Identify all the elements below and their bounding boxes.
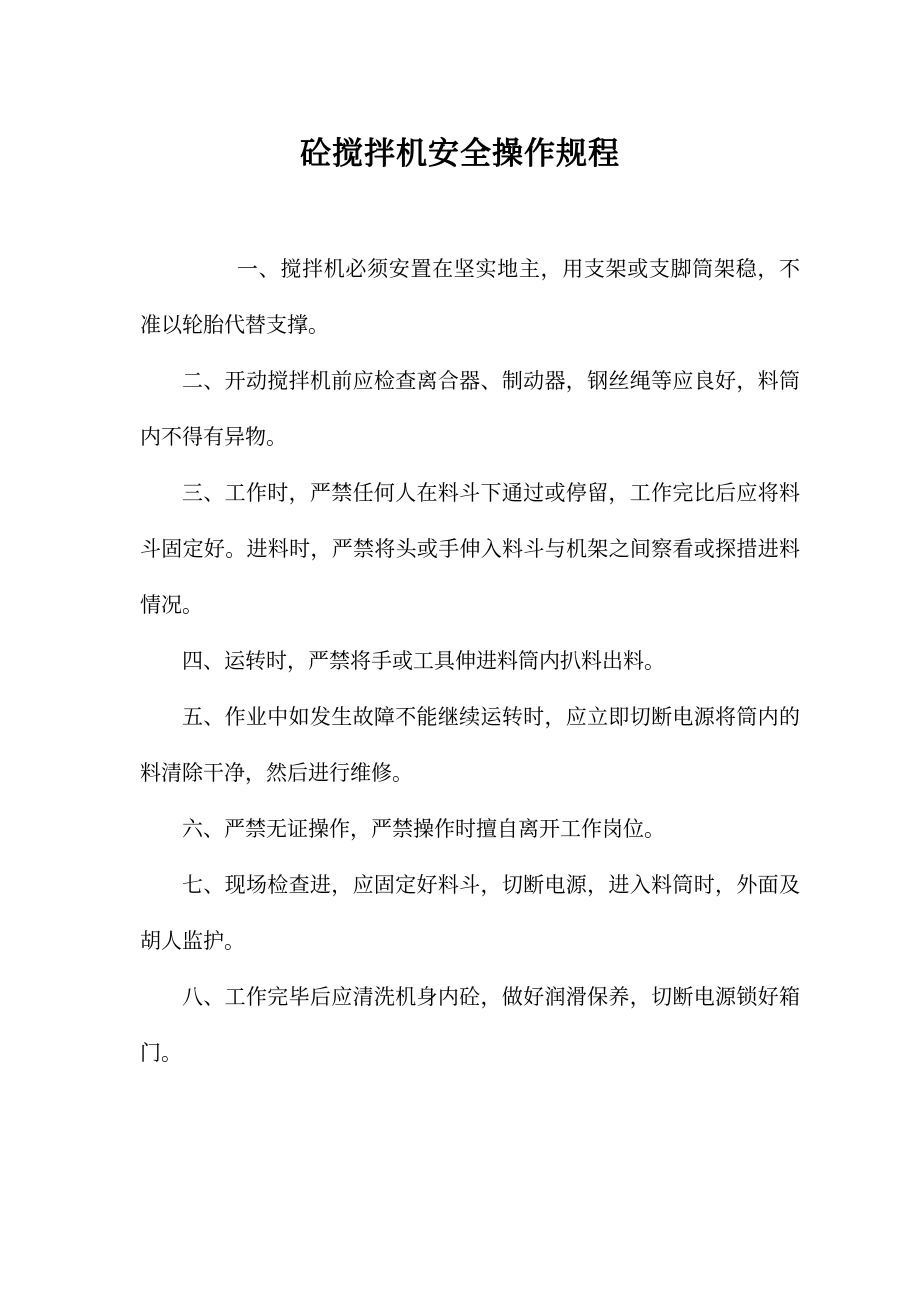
rule-paragraph-3: 三、工作时，严禁任何人在料斗下通过或停留，工作完比后应将料斗固定好。进料时，严禁将头或手伸入料斗与机架之间察看或探措进料情况。 — [140, 481, 800, 617]
rule-paragraph-4: 四、运转时，严禁将手或工具伸进料筒内扒料出料。 — [182, 649, 665, 673]
rule-paragraph-8: 八、工作完毕后应清洗机身内砼，做好润滑保养，切断电源锁好箱门。 — [140, 985, 800, 1065]
rule-paragraph-6: 六、严禁无证操作，严禁操作时擅自离开工作岗位。 — [182, 817, 665, 841]
document-body — [140, 241, 800, 1081]
rule-paragraph-2: 二、开动搅拌机前应检查离合器、制动器，钢丝绳等应良好，料筒内不得有异物。 — [140, 369, 800, 449]
rule-paragraph-5: 五、作业中如发生故障不能继续运转时，应立即切断电源将筒内的料清除干净，然后进行维修。 — [140, 705, 800, 785]
rule-paragraph-1: 一、搅拌机必须安置在坚实地主，用支架或支脚筒架稳，不准以轮胎代替支撑。 — [140, 257, 800, 337]
rule-paragraph-7: 七、现场检查进，应固定好料斗，切断电源，进入料筒时，外面及胡人监护。 — [140, 873, 800, 953]
document-title: 砼搅拌机安全操作规程 — [300, 135, 620, 172]
